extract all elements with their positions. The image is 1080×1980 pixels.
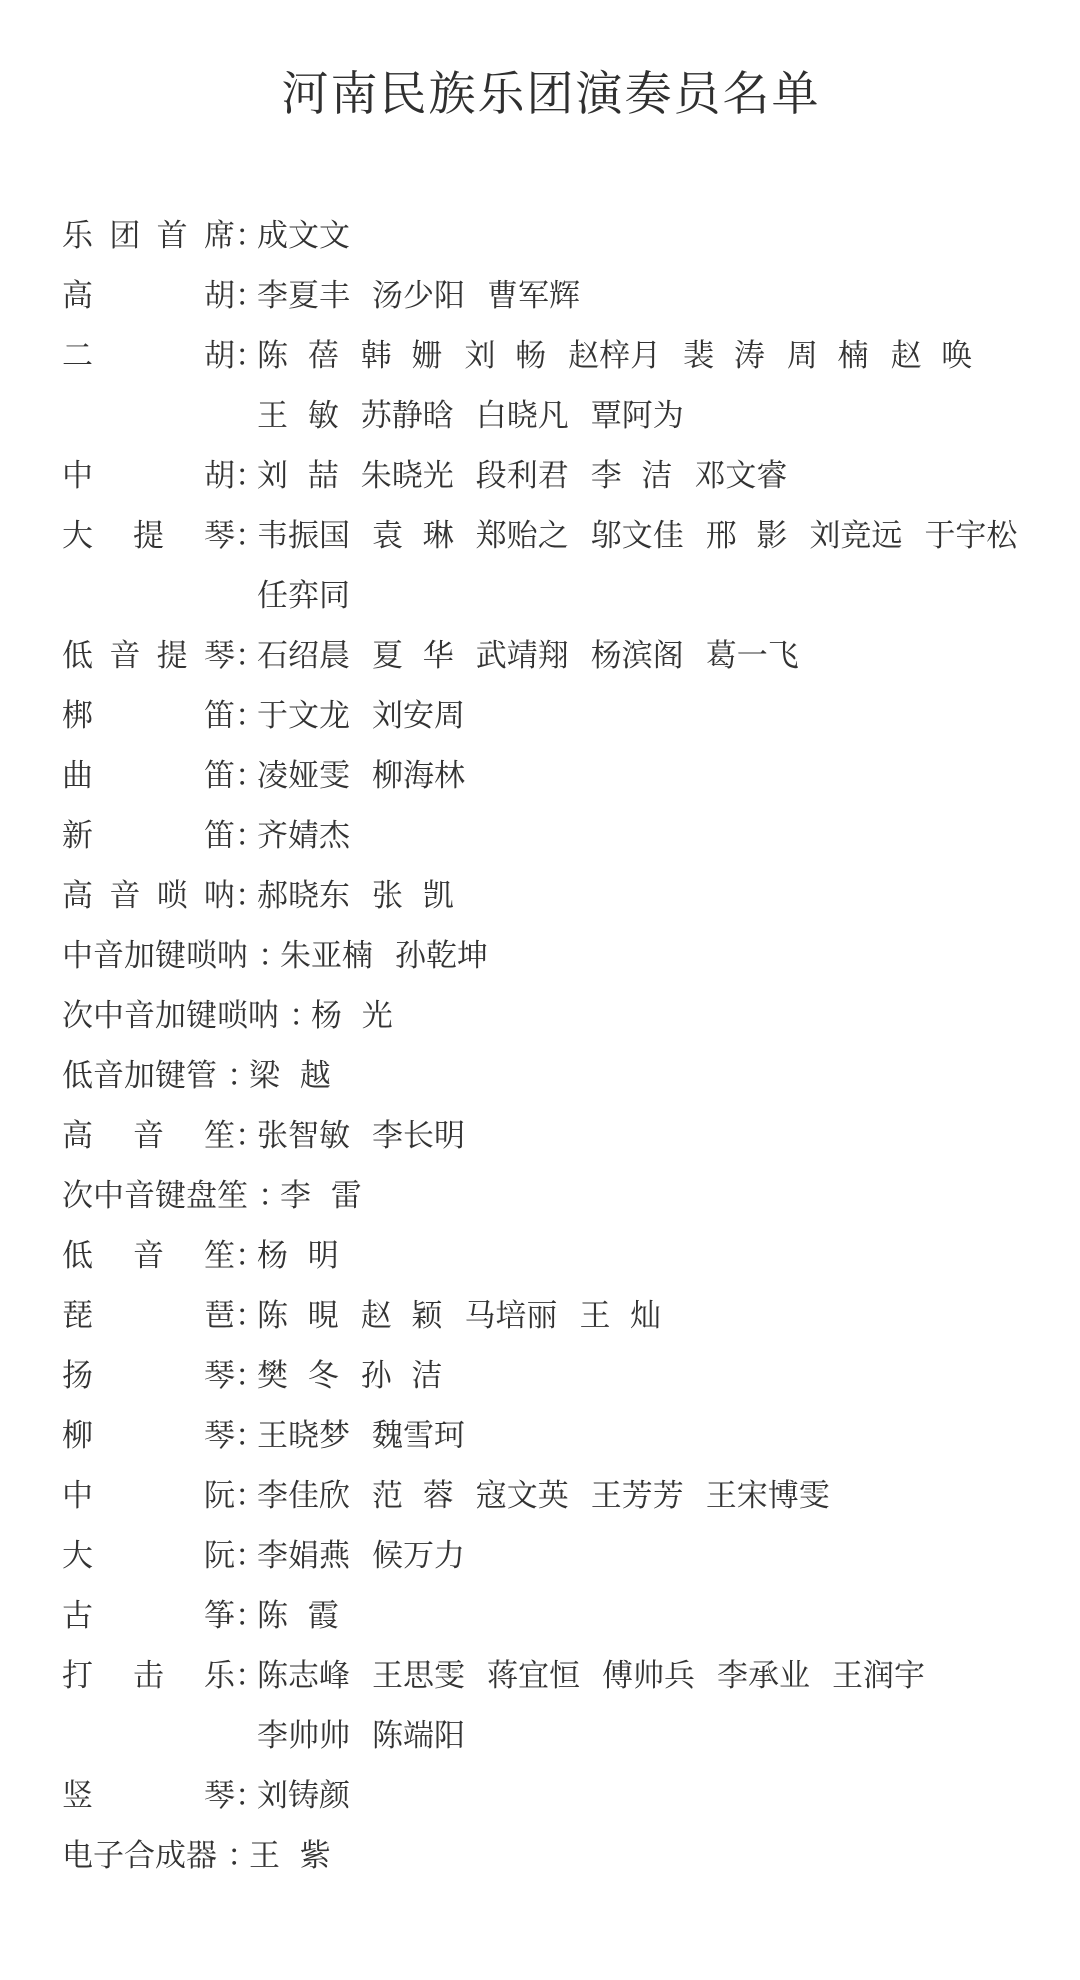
member-name: 李承业 (717, 1658, 810, 1694)
member-name: 王晓梦 (257, 1418, 350, 1454)
section-label: 次中音加键唢呐 (62, 998, 279, 1034)
roster-list (62, 206, 1040, 1886)
member-name: 王宋博雯 (705, 1478, 830, 1514)
member-name: 覃阿为 (590, 398, 684, 434)
member-name: 凌娅雯 (257, 758, 350, 794)
roster-row (62, 1586, 1040, 1646)
label-colon: ： (235, 1238, 266, 1274)
member-names (311, 986, 1040, 1046)
section-label: 中 胡 (62, 458, 235, 494)
member-names (257, 1526, 1040, 1586)
label-colon: ： (235, 698, 266, 734)
member-name: 裴 涛 (683, 338, 765, 374)
member-name: 段利君 (475, 458, 569, 494)
label-colon: ： (235, 1478, 266, 1514)
member-name: 王 敏 (257, 398, 339, 434)
member-name: 周 楠 (786, 338, 869, 374)
section-label: 中 阮 (62, 1478, 235, 1514)
member-name: 邓文睿 (694, 458, 788, 494)
section-label: 曲 笛 (62, 758, 235, 794)
page-title: 河南民族乐团演奏员名单 (281, 67, 821, 122)
member-name: 李娟燕 (257, 1538, 350, 1574)
section-label: 打 击 乐 (62, 1658, 235, 1694)
member-names (249, 1046, 1040, 1106)
member-name: 候万力 (372, 1538, 465, 1574)
member-name: 樊 冬 (257, 1358, 339, 1394)
section-label: 扬 琴 (62, 1358, 235, 1394)
label-colon: ： (227, 1058, 258, 1094)
label-colon: ： (235, 1358, 266, 1394)
member-name: 赵梓月 (568, 338, 662, 374)
member-name: 陈 蓓 (257, 338, 339, 374)
section-label: 乐 团 首 席 (62, 218, 235, 254)
member-name: 张 凯 (372, 878, 454, 914)
member-name: 葛一飞 (705, 638, 799, 674)
member-name: 曹军辉 (487, 278, 580, 314)
member-name: 武靖翔 (475, 638, 569, 674)
member-name: 王思雯 (372, 1658, 465, 1694)
roster-row (62, 746, 1040, 806)
label-colon: ： (235, 818, 266, 854)
member-name: 张智敏 (257, 1118, 350, 1154)
member-names (249, 1826, 1040, 1886)
section-label: 高 音 唢 呐 (62, 878, 235, 914)
member-name: 石绍晨 (257, 638, 350, 674)
roster-row (62, 1106, 1040, 1166)
member-name: 李长明 (372, 1118, 465, 1154)
member-name: 成文文 (257, 218, 350, 254)
member-name: 陈端阳 (372, 1718, 465, 1754)
roster-row (62, 626, 1040, 686)
label-colon: ： (235, 758, 266, 794)
section-label: 高 音 笙 (62, 1118, 235, 1154)
member-names (257, 1766, 1040, 1826)
section-label: 柳 琴 (62, 1418, 235, 1454)
member-name: 李佳欣 (257, 1478, 350, 1514)
member-name: 王润宇 (832, 1658, 925, 1694)
member-names (257, 1286, 1040, 1346)
section-label: 电子合成器 (62, 1838, 217, 1874)
member-names (257, 806, 1040, 866)
member-name: 陈 晛 (257, 1298, 339, 1334)
member-name: 王芳芳 (590, 1478, 684, 1514)
member-name: 孙乾坤 (395, 938, 488, 974)
member-names (257, 626, 1040, 686)
section-label: 古 筝 (62, 1598, 235, 1634)
member-names (280, 1166, 1040, 1226)
member-name: 陈志峰 (257, 1658, 350, 1694)
roster-row (62, 1346, 1040, 1406)
label-colon: ： (227, 1838, 258, 1874)
roster-row (62, 686, 1040, 746)
roster-row (62, 266, 1040, 326)
roster-row (62, 866, 1040, 926)
member-name: 郑贻之 (475, 518, 569, 554)
roster-row (62, 1286, 1040, 1346)
member-name: 杨 光 (311, 998, 393, 1034)
member-name: 刘竞远 (809, 518, 903, 554)
roster-row (62, 1166, 1040, 1226)
label-colon: ： (235, 1658, 266, 1694)
label-colon: ： (235, 1118, 266, 1154)
roster-row (62, 926, 1040, 986)
roster-row (62, 446, 1040, 506)
member-names (257, 506, 1040, 626)
label-colon: ： (235, 878, 266, 914)
member-names (257, 1226, 1040, 1286)
section-label: 大 阮 (62, 1538, 235, 1574)
member-name: 韩 姗 (360, 338, 443, 374)
member-names (257, 266, 1040, 326)
member-name: 李夏丰 (257, 278, 350, 314)
roster-row (62, 1766, 1040, 1826)
member-name: 刘 畅 (464, 338, 547, 374)
member-name: 李帅帅 (257, 1718, 350, 1754)
label-colon: ： (235, 278, 266, 314)
member-names (257, 206, 1040, 266)
member-name: 梁 越 (249, 1058, 331, 1094)
member-name: 袁 琳 (372, 518, 454, 554)
roster-row (62, 986, 1040, 1046)
member-name: 汤少阳 (372, 278, 465, 314)
label-colon: ： (235, 458, 266, 494)
section-label: 梆 笛 (62, 698, 235, 734)
member-name: 韦振国 (257, 518, 350, 554)
member-name: 苏静晗 (360, 398, 454, 434)
member-name: 刘安周 (372, 698, 465, 734)
member-names (257, 446, 1040, 506)
member-names (257, 686, 1040, 746)
member-name: 魏雪珂 (372, 1418, 465, 1454)
member-names (257, 1106, 1040, 1166)
roster-row (62, 1226, 1040, 1286)
member-names (257, 1406, 1040, 1466)
label-colon: ： (235, 638, 266, 674)
roster-row (62, 1826, 1040, 1886)
member-name: 白晓凡 (475, 398, 569, 434)
member-name: 邢 影 (705, 518, 788, 554)
member-names (257, 1346, 1040, 1406)
section-label: 高 胡 (62, 278, 235, 314)
member-name: 李 洁 (590, 458, 673, 494)
member-name: 赵 唤 (890, 338, 973, 374)
roster-row (62, 206, 1040, 266)
section-label: 二 胡 (62, 338, 235, 374)
roster-row (62, 326, 1040, 446)
section-label: 低 音 提 琴 (62, 638, 235, 674)
label-colon: ： (235, 1778, 266, 1814)
member-name: 于宇松 (924, 518, 1018, 554)
section-label: 低音加键管 (62, 1058, 217, 1094)
member-name: 朱亚楠 (280, 938, 373, 974)
label-colon: ： (258, 1178, 289, 1214)
label-colon: ： (235, 1598, 266, 1634)
label-colon: ： (289, 998, 320, 1034)
member-name: 朱晓光 (360, 458, 454, 494)
member-name: 任弈同 (257, 578, 350, 614)
section-label: 竖 琴 (62, 1778, 235, 1814)
label-colon: ： (235, 338, 266, 374)
member-names (280, 926, 1040, 986)
roster-row (62, 1646, 1040, 1766)
member-name: 杨滨阁 (590, 638, 684, 674)
label-colon: ： (235, 518, 266, 554)
member-name: 郝晓东 (257, 878, 350, 914)
member-name: 寇文英 (475, 1478, 569, 1514)
member-name: 王 紫 (249, 1838, 331, 1874)
label-colon: ： (235, 1418, 266, 1454)
member-names (257, 1646, 1040, 1766)
label-colon: ： (235, 218, 266, 254)
member-name: 马培丽 (464, 1298, 558, 1334)
roster-row (62, 1526, 1040, 1586)
section-label: 次中音键盘笙 (62, 1178, 248, 1214)
member-names (257, 746, 1040, 806)
section-label: 新 笛 (62, 818, 235, 854)
label-colon: ： (235, 1298, 266, 1334)
member-name: 傅帅兵 (602, 1658, 695, 1694)
member-name: 齐婧杰 (257, 818, 350, 854)
member-names (257, 1466, 1040, 1526)
member-names (257, 1586, 1040, 1646)
member-name: 陈 霞 (257, 1598, 339, 1634)
roster-row (62, 1466, 1040, 1526)
section-label: 大 提 琴 (62, 518, 235, 554)
member-name: 蒋宜恒 (487, 1658, 580, 1694)
section-label: 中音加键唢呐 (62, 938, 248, 974)
member-name: 李 雷 (280, 1178, 362, 1214)
member-name: 刘 喆 (257, 458, 339, 494)
member-name: 杨 明 (257, 1238, 339, 1274)
member-name: 于文龙 (257, 698, 350, 734)
roster-row (62, 806, 1040, 866)
member-name: 邬文佳 (590, 518, 684, 554)
member-name: 刘铸颜 (257, 1778, 350, 1814)
roster-row (62, 506, 1040, 626)
section-label: 琵 琶 (62, 1298, 235, 1334)
member-name: 孙 洁 (360, 1358, 443, 1394)
member-names (257, 326, 1040, 446)
member-name: 夏 华 (372, 638, 454, 674)
roster-row (62, 1406, 1040, 1466)
roster-row (62, 1046, 1040, 1106)
label-colon: ： (235, 1538, 266, 1574)
label-colon: ： (258, 938, 289, 974)
member-name: 范 蓉 (372, 1478, 454, 1514)
member-name: 赵 颖 (360, 1298, 443, 1334)
member-names (257, 866, 1040, 926)
section-label: 低 音 笙 (62, 1238, 235, 1274)
member-name: 王 灿 (579, 1298, 662, 1334)
member-name: 柳海林 (372, 758, 465, 794)
